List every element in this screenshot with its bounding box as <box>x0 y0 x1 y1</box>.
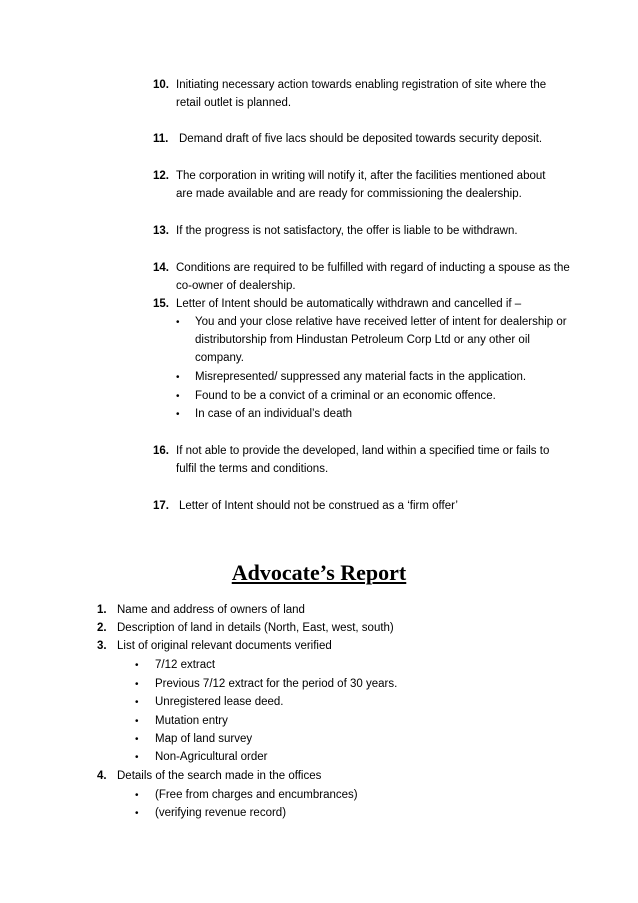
bullet-icon: • <box>176 409 180 420</box>
list-item-text: Letter of Intent should not be construed as a ‘firm offer’ <box>179 500 458 512</box>
list-item-text: Details of the search made in the offices <box>117 770 322 782</box>
bullet-icon: • <box>135 790 139 801</box>
list-item-text: List of original relevant documents verified <box>117 640 332 652</box>
bullet-text: Found to be a convict of a criminal or an economic offence. <box>195 390 496 402</box>
list-number: 13. <box>153 225 169 237</box>
bullet-icon: • <box>176 391 180 402</box>
list-item-text: The corporation in writing will notify it, after the facilities mentioned about <box>176 170 546 182</box>
list-number: 11. <box>153 133 169 145</box>
list-item-text: retail outlet is planned. <box>176 97 292 109</box>
bullet-text: company. <box>195 352 245 364</box>
list-item-text: co-owner of dealership. <box>176 280 296 292</box>
bullet-icon: • <box>135 660 139 671</box>
list-item-text: Description of land in details (North, East, west, south) <box>117 622 394 634</box>
list-number: 16. <box>153 445 169 457</box>
bullet-text: Non-Agricultural order <box>155 751 268 763</box>
list-item-text: Demand draft of five lacs should be deposited towards security deposit. <box>179 133 543 145</box>
bullet-text: You and your close relative have received letter of intent for dealership or <box>195 316 567 328</box>
bullet-icon: • <box>135 734 139 745</box>
bullet-icon: • <box>176 372 180 383</box>
bullet-text: Mutation entry <box>155 715 228 727</box>
list-number: 17. <box>153 500 169 512</box>
list-number: 15. <box>153 298 169 310</box>
list-item-text: Initiating necessary action towards enabling registration of site where the <box>176 79 547 91</box>
list-item-text: Letter of Intent should be automatically withdrawn and cancelled if – <box>176 298 522 310</box>
list-number: 3. <box>97 640 107 652</box>
bullet-icon: • <box>135 808 139 819</box>
list-number: 2. <box>97 622 107 634</box>
bullet-text: Misrepresented/ suppressed any material facts in the application. <box>195 371 527 383</box>
bullet-icon: • <box>135 697 139 708</box>
bullet-icon: • <box>176 317 180 328</box>
bullet-icon: • <box>135 752 139 763</box>
bullet-icon: • <box>135 679 139 690</box>
section-title: Advocate’s Report <box>231 560 407 585</box>
list-number: 1. <box>97 604 107 616</box>
list-number: 4. <box>97 770 107 782</box>
bullet-text: (Free from charges and encumbrances) <box>155 789 358 801</box>
bullet-text: In case of an individual’s death <box>195 408 353 420</box>
list-number: 14. <box>153 262 169 274</box>
list-number: 12. <box>153 170 169 182</box>
list-item-text: fulfil the terms and conditions. <box>176 463 329 475</box>
list-number: 10. <box>153 79 169 91</box>
bullet-icon: • <box>135 716 139 727</box>
bullet-text: (verifying revenue record) <box>155 807 287 819</box>
list-item-text: Conditions are required to be fulfilled with regard of inducting a spouse as the <box>176 262 570 274</box>
bullet-text: 7/12 extract <box>155 659 216 671</box>
bullet-text: Map of land survey <box>155 733 253 745</box>
list-item-text: Name and address of owners of land <box>117 604 305 616</box>
bullet-text: distributorship from Hindustan Petroleum Corp Ltd or any other oil <box>195 334 530 346</box>
list-item-text: If the progress is not satisfactory, the offer is liable to be withdrawn. <box>176 225 518 237</box>
list-item-text: are made available and are ready for commissioning the dealership. <box>176 188 522 200</box>
bullet-text: Unregistered lease deed. <box>155 696 284 708</box>
list-item-text: If not able to provide the developed, land within a specified time or fails to <box>176 445 550 457</box>
bullet-text: Previous 7/12 extract for the period of 30 years. <box>155 678 398 690</box>
